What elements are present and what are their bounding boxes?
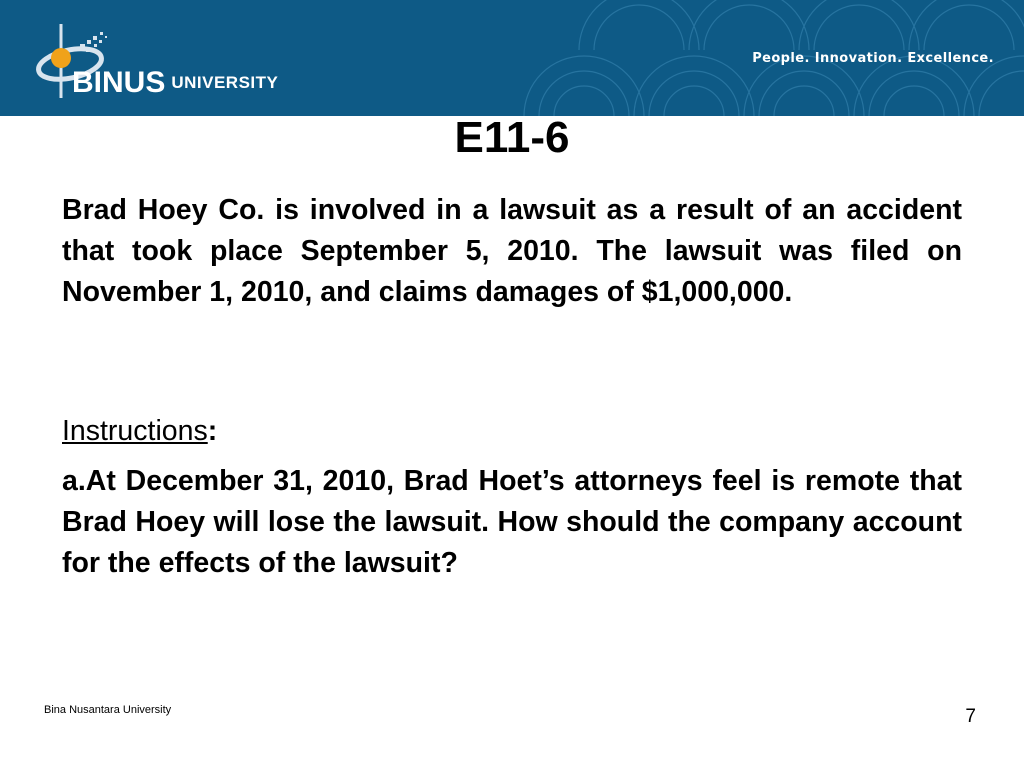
footer-institution: Bina Nusantara University [44, 704, 172, 716]
logo-binus-text: BINUS [72, 66, 166, 99]
instructions-colon: : [207, 415, 218, 447]
tagline: People. Innovation. Excellence. [752, 51, 994, 66]
slide-header [0, 0, 1024, 116]
instructions-heading [62, 411, 217, 452]
question-a: a.At December 31, 2010, Brad Hoet’s attorneys feel is remote that Brad Hoey will lose the lawsuit. How should the company account for the effects of the lawsuit? [62, 465, 962, 579]
problem-statement: Brad Hoey Co. is involved in a lawsuit as a result of an accident that took place September 5, 2010. The lawsuit was filed on November 1, 2010, and claims damages of $1,000,000. [62, 194, 962, 308]
instructions-label: Instructions [62, 415, 208, 447]
logo-university-text: UNIVERSITY [171, 73, 279, 92]
page-number: 7 [965, 706, 976, 727]
logo-wordmark [72, 68, 278, 98]
slide-title: E11-6 [454, 113, 570, 162]
